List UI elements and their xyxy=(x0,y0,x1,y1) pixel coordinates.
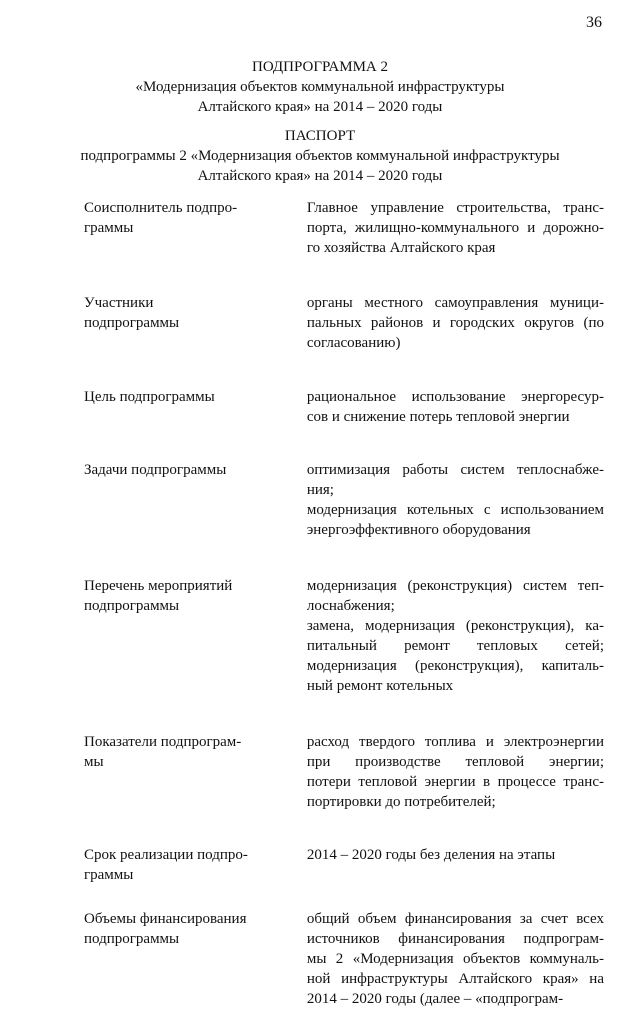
row-label-line: Показатели подпрограм- xyxy=(84,734,242,750)
row-label-line: подпрограммы xyxy=(84,598,180,614)
row-value-line: лоснабжения; xyxy=(306,598,395,614)
row-value-line: го хозяйства Алтайского края xyxy=(306,240,496,256)
row-value-line: энергоэффективного оборудования xyxy=(306,522,531,538)
row-value xyxy=(307,845,604,909)
row-value-line: 2014 – 2020 годы без деления на этапы xyxy=(306,847,556,863)
row-label xyxy=(84,576,307,732)
table-row xyxy=(84,293,604,387)
row-label-line: Перечень мероприятий xyxy=(84,578,233,594)
row-value-line: ния; xyxy=(306,482,334,498)
passport-subtitle-line: подпрограммы 2 «Модернизация объектов коммунальной инфраструктуры xyxy=(80,148,560,164)
row-label-line: подпрограммы xyxy=(84,315,180,331)
row-value-line: ный ремонт котельных xyxy=(306,678,454,694)
row-value-line: Главное управление строительства, транс- xyxy=(306,200,604,216)
row-label-line: Объемы финансирования xyxy=(84,911,247,927)
table-row xyxy=(84,198,604,293)
row-label xyxy=(84,460,307,576)
row-label-line: граммы xyxy=(84,220,134,236)
row-value-line: замена, модернизация (реконструкция), ка- xyxy=(306,618,604,634)
table-row xyxy=(84,845,604,909)
title-line: Алтайского края» на 2014 – 2020 годы xyxy=(197,99,443,115)
row-value-line: расход твердого топлива и электроэнергии xyxy=(306,734,604,750)
row-value-line: общий объем финансирования за счет всех xyxy=(306,911,604,927)
row-value-line: пальных районов и городских округов (по xyxy=(306,315,604,331)
table-row xyxy=(84,387,604,460)
row-label-line: Задачи подпрограммы xyxy=(84,462,227,478)
row-label-line: подпрограммы xyxy=(84,931,180,947)
row-label-line: Соисполнитель подпро- xyxy=(84,200,238,216)
passport-heading: ПАСПОРТ xyxy=(284,128,356,144)
row-value-line: 2014 – 2020 годы (далее – «подпрограм- xyxy=(306,991,564,1007)
row-label-line: граммы xyxy=(84,867,134,883)
row-value-line: оптимизация работы систем теплоснабже- xyxy=(306,462,604,478)
passport-title xyxy=(0,126,640,186)
row-value xyxy=(307,732,604,845)
row-value xyxy=(307,293,604,387)
row-value xyxy=(307,909,604,1009)
row-value-line: органы местного самоуправления муници- xyxy=(306,295,604,311)
table-row xyxy=(84,460,604,576)
row-value-line: портировки до потребителей; xyxy=(306,794,496,810)
row-value-line: питальный ремонт тепловых сетей; xyxy=(306,638,604,654)
row-label-line: Срок реализации подпро- xyxy=(84,847,248,863)
passport-subtitle-line: Алтайского края» на 2014 – 2020 годы xyxy=(197,168,443,184)
row-label xyxy=(84,198,307,293)
row-value xyxy=(307,387,604,460)
row-value-line: источников финансирования подпрограм- xyxy=(306,931,604,947)
row-value-line: согласованию) xyxy=(306,335,401,351)
passport-table xyxy=(84,198,604,1009)
row-label-line: мы xyxy=(84,754,104,770)
row-value-line: модернизация (реконструкция) систем теп- xyxy=(306,578,604,594)
row-value xyxy=(307,198,604,293)
title-line: «Модернизация объектов коммунальной инфраструктуры xyxy=(135,79,505,95)
row-label xyxy=(84,732,307,845)
row-value-line: модернизация котельных с использованием xyxy=(306,502,604,518)
row-value-line: модернизация (реконструкция), капиталь- xyxy=(306,658,604,674)
row-value-line: ной инфраструктуры Алтайского края» на xyxy=(306,971,604,987)
row-label-line: Участники xyxy=(84,295,154,311)
row-label-line: Цель подпрограммы xyxy=(84,389,215,405)
row-value xyxy=(307,576,604,732)
row-label xyxy=(84,909,307,1009)
subprogram-title xyxy=(0,57,640,117)
row-value-line: мы 2 «Модернизация объектов коммуналь- xyxy=(306,951,604,967)
row-value-line: потери тепловой энергии в процессе транс- xyxy=(306,774,604,790)
row-label xyxy=(84,845,307,909)
table-row xyxy=(84,576,604,732)
row-value-line: порта, жилищно-коммунального и дорожно- xyxy=(306,220,604,236)
table-row xyxy=(84,732,604,845)
row-value xyxy=(307,460,604,576)
row-value-line: при производстве тепловой энергии; xyxy=(306,754,604,770)
page-number: 36 xyxy=(586,14,602,31)
row-label xyxy=(84,387,307,460)
row-label xyxy=(84,293,307,387)
row-value-line: рациональное использование энергоресур- xyxy=(306,389,604,405)
table-row xyxy=(84,909,604,1009)
row-value-line: сов и снижение потерь тепловой энергии xyxy=(306,409,570,425)
title-line: ПОДПРОГРАММА 2 xyxy=(251,59,389,75)
